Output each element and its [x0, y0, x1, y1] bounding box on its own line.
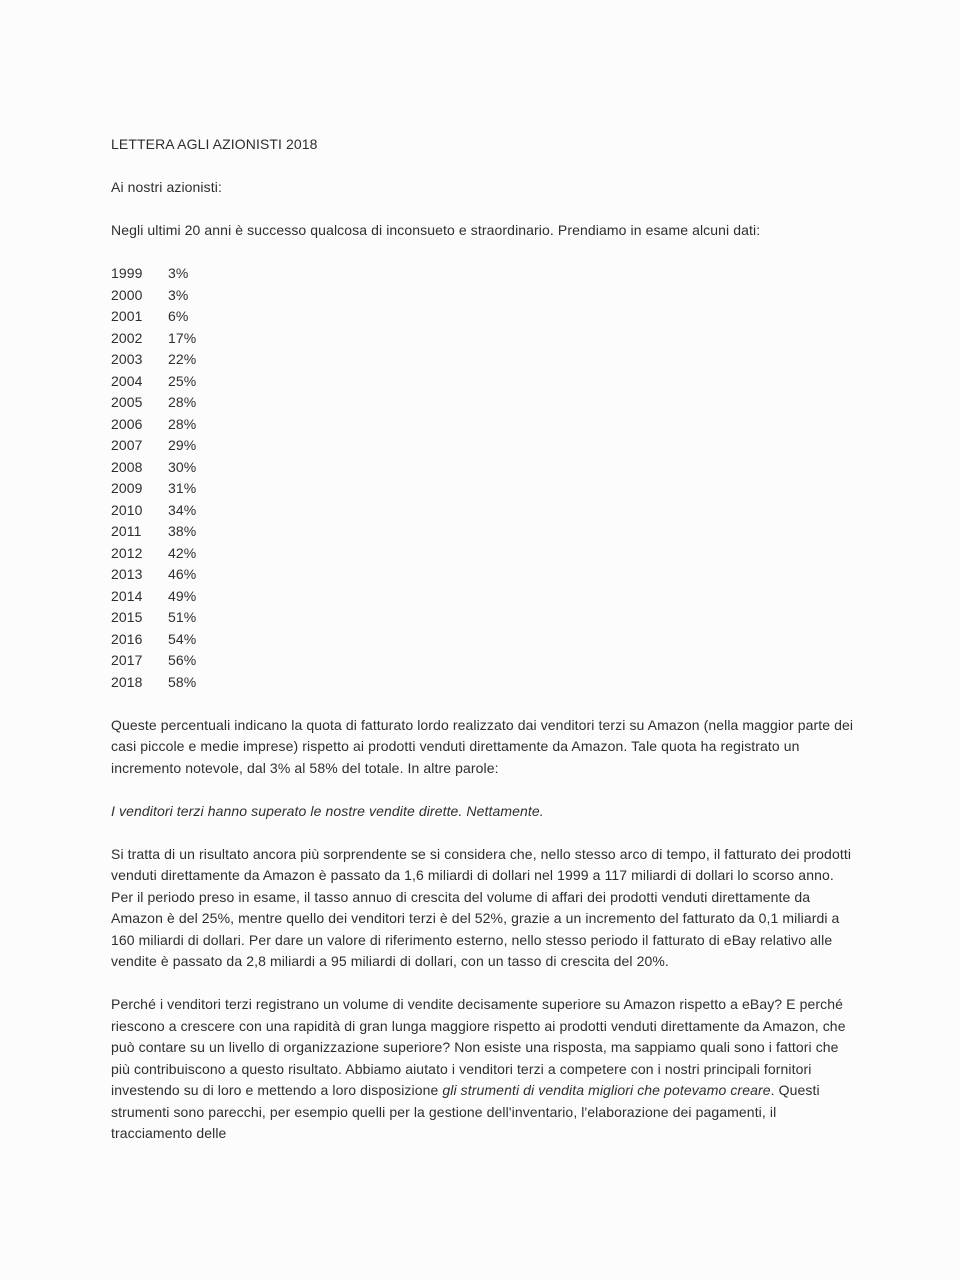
- year-cell: 2000: [111, 286, 143, 303]
- table-row: [111, 650, 859, 672]
- market-share-table: [111, 263, 859, 693]
- share-cell: 54%: [168, 630, 197, 647]
- year-cell: 2017: [111, 652, 143, 668]
- share-cell: 25%: [168, 372, 197, 389]
- table-row: [111, 285, 859, 307]
- table-row: [111, 586, 859, 608]
- share-cell: 3%: [168, 265, 189, 281]
- table-row: [111, 629, 859, 651]
- emphasis-line: I venditori terzi hanno superato le nostre vendite dirette. Nettamente.: [111, 802, 544, 819]
- paragraph-percentages: Queste percentuali indicano la quota di fatturato lordo realizzato dai venditori terzi su Amazon (nella maggior parte dei casi piccole e medie imprese) rispetto ai prodotti venduti direttamente da Amazon. Tale quota ha registrato un incremento notevole, dal 3% al 58% del totale. In altre parole:: [111, 716, 854, 776]
- intro-paragraph: Negli ultimi 20 anni è successo qualcosa di inconsueto e straordinario. Prendiamo in esame alcuni dati:: [111, 222, 761, 238]
- year-cell: 2015: [111, 609, 143, 625]
- table-row: [111, 564, 859, 586]
- year-cell: 2013: [111, 566, 143, 582]
- paragraph-growth: Si tratta di un risultato ancora più sorprendente se si considera che, nello stesso arco di tempo, il fatturato dei prodotti venduti direttamente da Amazon è passato da 1,6 miliardi di dollari nel 1999 a 117 miliardi di dollari lo scorso anno. Per il periodo preso in esame, il tasso annuo di crescita del volume di affari dei prodotti venduti direttamente da Amazon è del 25%, mentre quello dei venditori terzi è del 52%, grazie a un incremento del fatturato da 0,1 miliardi a 160 miliardi di dollari. Per dare un valore di riferimento esterno, nello stesso periodo il fatturato di eBay relativo alle vendite è passato da 2,8 miliardi a 95 miliardi di dollari, con un tasso di crescita del 20%.: [111, 845, 852, 969]
- share-cell: 29%: [168, 437, 197, 453]
- paragraph-why-text-end: . Questi strumenti sono parecchi, per esempio quelli per la gestione dell'inventario, l'elaborazione dei pagamenti, il tracciamento delle: [111, 1082, 820, 1141]
- year-cell: 2005: [111, 394, 143, 410]
- table-row: [111, 607, 859, 629]
- share-cell: 3%: [168, 286, 189, 303]
- year-cell: 2011: [111, 523, 142, 539]
- share-cell: 22%: [168, 351, 197, 367]
- year-cell: 2016: [111, 630, 143, 647]
- paragraph-why-italic-run: gli strumenti di vendita migliori che potevamo creare: [442, 1082, 771, 1098]
- share-cell: 51%: [168, 609, 197, 625]
- share-cell: 58%: [168, 673, 197, 690]
- year-cell: 2014: [111, 587, 143, 604]
- year-cell: 2001: [111, 308, 143, 324]
- share-cell: 28%: [168, 394, 197, 410]
- salutation: Ai nostri azionisti:: [111, 179, 222, 195]
- share-cell: 30%: [168, 458, 197, 475]
- year-cell: 2008: [111, 458, 143, 475]
- share-cell: 31%: [168, 480, 197, 496]
- table-row: [111, 500, 859, 522]
- share-cell: 56%: [168, 652, 197, 668]
- share-cell: 46%: [168, 566, 197, 582]
- year-cell: 2007: [111, 437, 143, 453]
- table-row: [111, 543, 859, 565]
- table-row: [111, 392, 859, 414]
- year-cell: 2006: [111, 415, 143, 432]
- table-row: [111, 457, 859, 479]
- table-row: [111, 306, 859, 328]
- table-row: [111, 328, 859, 350]
- paragraph-why: [111, 994, 859, 1145]
- share-cell: 49%: [168, 587, 197, 604]
- document-title: LETTERA AGLI AZIONISTI 2018: [111, 136, 318, 152]
- table-row: [111, 263, 859, 285]
- share-cell: 28%: [168, 415, 197, 432]
- year-cell: 1999: [111, 265, 143, 281]
- share-cell: 6%: [168, 308, 189, 324]
- year-cell: 2004: [111, 372, 143, 389]
- table-row: [111, 371, 859, 393]
- table-row: [111, 435, 859, 457]
- table-row: [111, 672, 859, 694]
- share-cell: 38%: [168, 523, 197, 539]
- letter-content: [111, 134, 859, 1166]
- table-row: [111, 521, 859, 543]
- table-row: [111, 414, 859, 436]
- year-cell: 2010: [111, 501, 143, 518]
- share-cell: 34%: [168, 501, 197, 518]
- table-row: [111, 349, 859, 371]
- share-cell: 17%: [168, 329, 197, 346]
- year-cell: 2012: [111, 544, 143, 561]
- paragraph-why-text: Perché i venditori terzi registrano un volume di vendite decisamente superiore su Amazon rispetto a eBay? E perché riescono a crescere con una rapidità di gran lunga maggiore rispetto ai prodotti venduti direttamente da Amazon, che può contare su un livello di organizzazione superiore? Non esiste una risposta, ma sappiamo quali sono i fattori che più contribuiscono a questo risultato. Abbiamo aiutato i venditori terzi a competere con i nostri principali fornitori investendo su di loro e mettendo a loro disposizione: [111, 996, 846, 1098]
- share-cell: 42%: [168, 544, 197, 561]
- year-cell: 2002: [111, 329, 143, 346]
- year-cell: 2009: [111, 480, 143, 496]
- table-row: [111, 478, 859, 500]
- year-cell: 2003: [111, 351, 143, 367]
- year-cell: 2018: [111, 673, 143, 690]
